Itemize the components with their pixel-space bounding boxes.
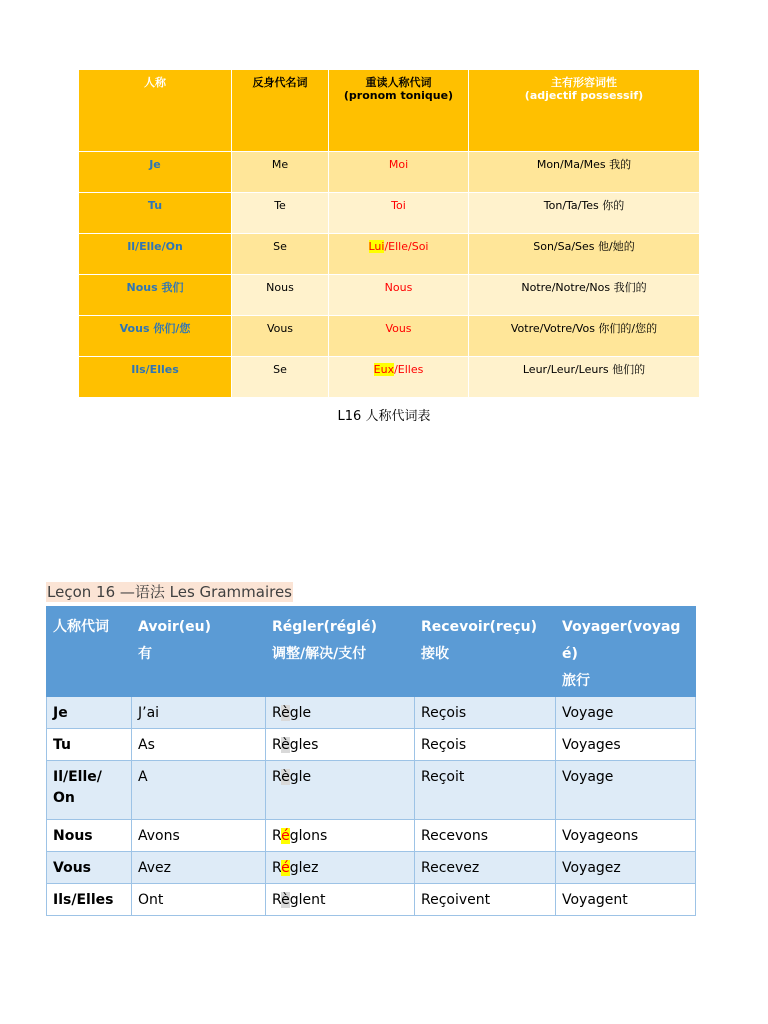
pronoun-row [79, 275, 700, 316]
pronoun-row [79, 357, 700, 398]
pronoun-row [79, 193, 700, 234]
possessive-cell: Votre/Votre/Vos 你们的/您的 [469, 316, 700, 357]
tonic-segment: Toi [391, 199, 406, 212]
tonic-segment: /Elle/Soi [384, 240, 429, 253]
voyager-cell: Voyageons [556, 820, 696, 852]
tonic-cell [329, 193, 469, 234]
conjugation-table-header-row [47, 607, 696, 697]
pronoun-row [79, 152, 700, 193]
possessive-cell: Mon/Ma/Mes 我的 [469, 152, 700, 193]
header-regler: Régler(réglé) 调整/解决/支付 [266, 607, 415, 697]
regler-segment: R [272, 769, 282, 785]
table-caption: L16 人称代词表 [337, 409, 431, 424]
avoir-cell: A [132, 761, 266, 820]
person-cell: Je [79, 152, 232, 193]
regler-segment: è [281, 769, 290, 785]
pronoun-cell: Je [47, 697, 132, 729]
lesson-heading: Leçon 16 —语法 Les Grammaires [47, 583, 292, 601]
tonic-cell [329, 316, 469, 357]
conjugation-table [46, 606, 696, 916]
conjugation-table-body [47, 697, 696, 916]
header-tonic: 重读人称代词 (pronom tonique) [329, 70, 469, 152]
voyager-cell: Voyage [556, 761, 696, 820]
regler-segment: è [281, 705, 290, 721]
tonic-cell [329, 234, 469, 275]
person-cell: Vous 你们/您 [79, 316, 232, 357]
pronoun-row [79, 234, 700, 275]
tonic-cell [329, 357, 469, 398]
regler-segment: gle [289, 769, 312, 785]
recevoir-cell: Reçois [415, 729, 556, 761]
recevoir-cell: Reçoit [415, 761, 556, 820]
pronoun-cell: Il/Elle/ On [47, 761, 132, 820]
reflexive-cell: Nous [232, 275, 329, 316]
reflexive-cell: Vous [232, 316, 329, 357]
possessive-cell: Son/Sa/Ses 他/她的 [469, 234, 700, 275]
reflexive-cell: Me [232, 152, 329, 193]
conjugation-row [47, 820, 696, 852]
regler-segment: R [272, 860, 282, 876]
avoir-cell: As [132, 729, 266, 761]
voyager-cell: Voyagent [556, 884, 696, 916]
pronoun-table-header-row [79, 70, 700, 152]
avoir-cell: J’ai [132, 697, 266, 729]
regler-cell [266, 852, 415, 884]
reflexive-cell: Se [232, 357, 329, 398]
regler-segment: R [272, 892, 282, 908]
recevoir-cell: Reçois [415, 697, 556, 729]
tonic-segment: Lui [368, 240, 385, 253]
tonic-segment: Moi [388, 158, 409, 171]
person-cell: Nous 我们 [79, 275, 232, 316]
regler-segment: glez [289, 860, 319, 876]
tonic-segment: Nous [384, 281, 413, 294]
tonic-cell [329, 275, 469, 316]
conjugation-row [47, 729, 696, 761]
possessive-cell: Ton/Ta/Tes 你的 [469, 193, 700, 234]
possessive-cell: Notre/Notre/Nos 我们的 [469, 275, 700, 316]
regler-segment: glent [289, 892, 326, 908]
regler-segment: R [272, 737, 282, 753]
voyager-cell: Voyagez [556, 852, 696, 884]
reflexive-cell: Te [232, 193, 329, 234]
tonic-segment: Eux [373, 363, 395, 376]
regler-cell [266, 761, 415, 820]
conjugation-row [47, 884, 696, 916]
header-pronoun: 人称代词 [47, 607, 132, 697]
header-possessive: 主有形容词性 (adjectif possessif) [469, 70, 700, 152]
regler-segment: glons [289, 828, 328, 844]
voyager-cell: Voyage [556, 697, 696, 729]
pronoun-cell: Vous [47, 852, 132, 884]
tonic-segment: Vous [385, 322, 412, 335]
regler-segment: é [281, 860, 290, 876]
possessive-cell: Leur/Leur/Leurs 他们的 [469, 357, 700, 398]
regler-segment: gle [289, 705, 312, 721]
pronoun-table-body [79, 152, 700, 398]
conjugation-row [47, 697, 696, 729]
pronoun-cell: Nous [47, 820, 132, 852]
tonic-cell [329, 152, 469, 193]
regler-segment: é [281, 828, 290, 844]
header-recevoir: Recevoir(reçu) 接收 [415, 607, 556, 697]
reflexive-cell: Se [232, 234, 329, 275]
tonic-segment: /Elles [394, 363, 424, 376]
regler-segment: è [281, 737, 290, 753]
regler-cell [266, 697, 415, 729]
conjugation-row [47, 852, 696, 884]
regler-segment: R [272, 705, 282, 721]
regler-segment: è [281, 892, 290, 908]
avoir-cell: Avez [132, 852, 266, 884]
regler-segment: R [272, 828, 282, 844]
conjugation-row [47, 761, 696, 820]
regler-cell [266, 729, 415, 761]
avoir-cell: Avons [132, 820, 266, 852]
regler-cell [266, 884, 415, 916]
regler-segment: gles [289, 737, 319, 753]
pronoun-cell: Ils/Elles [47, 884, 132, 916]
avoir-cell: Ont [132, 884, 266, 916]
person-cell: Il/Elle/On [79, 234, 232, 275]
pronoun-row [79, 316, 700, 357]
header-voyager: Voyager(voyagé) 旅行 [556, 607, 696, 697]
recevoir-cell: Reçoivent [415, 884, 556, 916]
person-cell: Ils/Elles [79, 357, 232, 398]
regler-cell [266, 820, 415, 852]
header-person: 人称 [79, 70, 232, 152]
pronoun-table [78, 69, 700, 398]
person-cell: Tu [79, 193, 232, 234]
recevoir-cell: Recevons [415, 820, 556, 852]
recevoir-cell: Recevez [415, 852, 556, 884]
pronoun-cell: Tu [47, 729, 132, 761]
header-reflexive: 反身代名词 [232, 70, 329, 152]
header-avoir: Avoir(eu) 有 [132, 607, 266, 697]
voyager-cell: Voyages [556, 729, 696, 761]
